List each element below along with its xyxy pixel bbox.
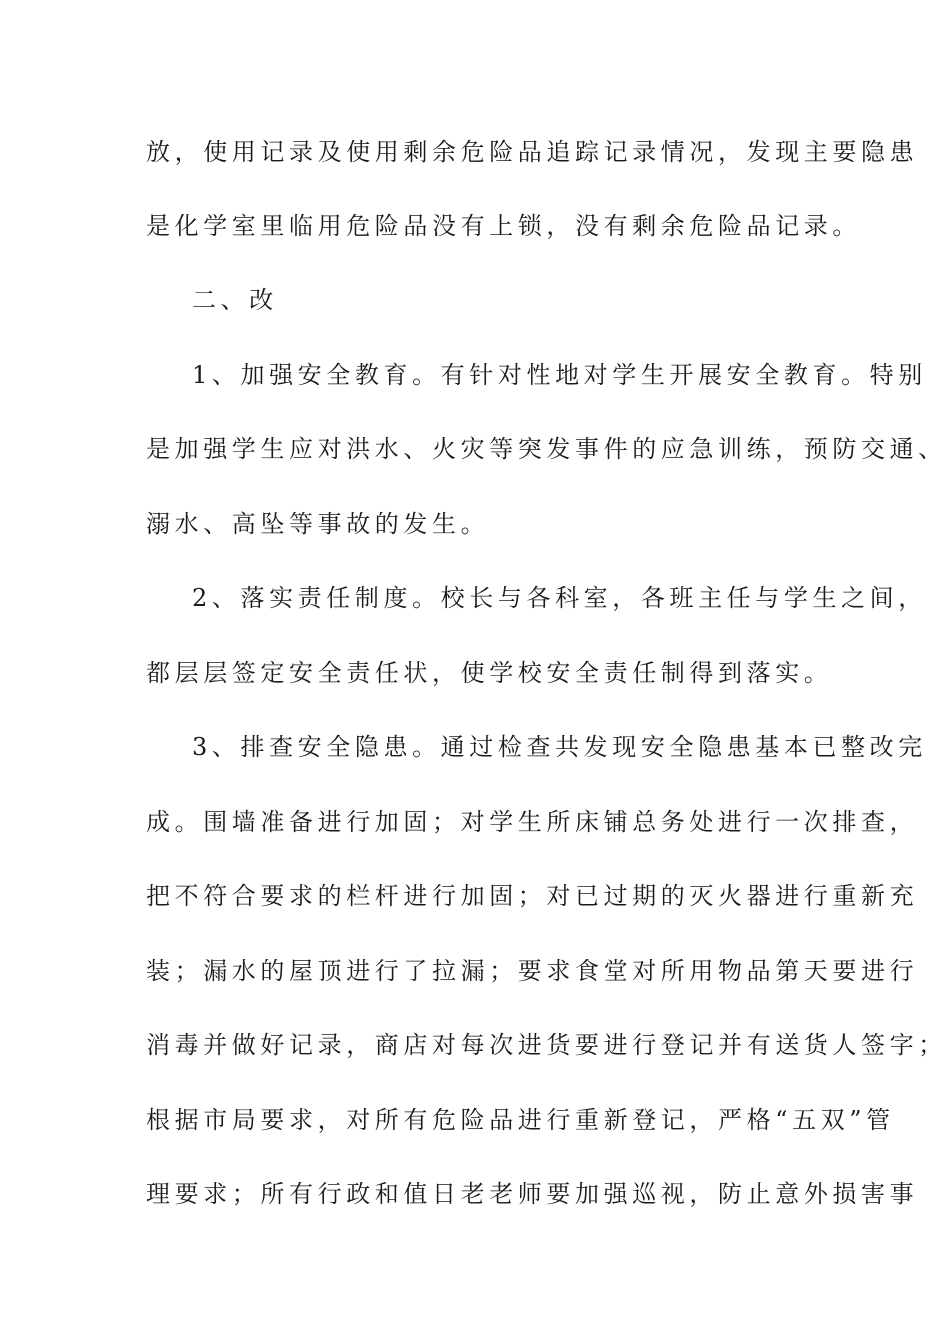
paragraph-line: 1、加强安全教育。有针对性地对学生开展安全教育。特别 <box>192 361 927 389</box>
paragraph-line: 装；漏水的屋顶进行了拉漏；要求食堂对所用物品第天要进行 <box>146 957 919 985</box>
paragraph-line: 把不符合要求的栏杆进行加固；对已过期的灭火器进行重新充 <box>146 882 919 910</box>
paragraph-line: 是化学室里临用危险品没有上锁，没有剩余危险品记录。 <box>146 212 861 240</box>
paragraph-line: 理要求；所有行政和值日老老师要加强巡视，防止意外损害事 <box>146 1180 919 1208</box>
paragraph-line: 2、落实责任制度。校长与各科室，各班主任与学生之间， <box>192 584 927 612</box>
paragraph-line: 3、排查安全隐患。通过检查共发现安全隐患基本已整改完 <box>192 733 927 761</box>
paragraph-line: 都层层签定安全责任状，使学校安全责任制得到落实。 <box>146 659 833 687</box>
section-heading: 二、改 <box>192 286 278 314</box>
paragraph-line: 是加强学生应对洪水、火灾等突发事件的应急训练，预防交通、 <box>146 435 947 463</box>
paragraph-line: 溺水、高坠等事故的发生。 <box>146 510 490 538</box>
paragraph-line: 放，使用记录及使用剩余危险品追踪记录情况，发现主要隐患 <box>146 138 919 166</box>
paragraph-line: 消毒并做好记录，商店对每次进货要进行登记并有送货人签字； <box>146 1031 947 1059</box>
paragraph-line: 根据市局要求，对所有危险品进行重新登记，严格“五双”管 <box>146 1106 895 1134</box>
paragraph-line: 成。围墙准备进行加固；对学生所床铺总务处进行一次排查， <box>146 808 919 836</box>
